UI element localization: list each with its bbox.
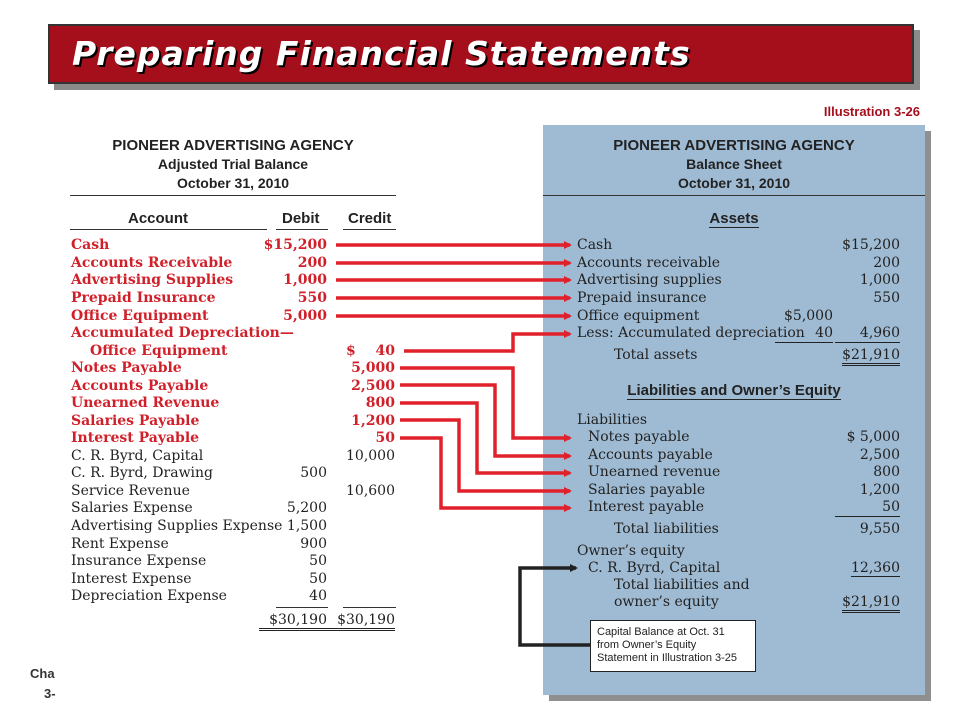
arrow-capital-from-note [520,568,590,645]
bs-asset-label: Advertising supplies [577,272,722,288]
bs-asset-amount: 1,000 [859,272,900,288]
tb-credit: 800 [365,395,395,411]
bs-capital-value: 12,360 [851,560,900,576]
tb-debit: 900 [300,536,327,552]
bs-total-assets-value: $21,910 [842,347,900,366]
tb-credit: 2,500 [351,378,395,394]
tb-account: Cash [71,237,110,253]
bs-liability-label: Salaries payable [588,482,706,498]
bs-total-assets-label: Total assets [614,347,698,363]
bs-asset-mid: $5,000 [784,308,833,324]
bs-assets-heading-text: Assets [709,210,759,227]
tb-account: Insurance Expense [71,553,207,569]
tb-debit: 1,500 [286,518,327,534]
tb-account: Depreciation Expense [71,588,227,604]
chapter-line-1: Cha [30,666,55,681]
bs-asset-label: Cash [577,237,613,253]
tb-account: Salaries Payable [71,413,200,429]
tb-debit: 550 [297,290,327,306]
bs-asset-amount: 200 [873,255,900,271]
tb-account: Advertising Supplies [71,272,234,288]
tb-account: Prepaid Insurance [71,290,216,306]
tb-debit: $15,200 [263,237,327,253]
bs-liability-label: Unearned revenue [588,464,721,480]
tb-account: Accumulated Depreciation— [71,325,294,341]
arrow-accum-depreciation [404,334,570,351]
bs-total-liabilities-label: Total liabilities [614,521,719,537]
tb-debit: 50 [309,553,327,569]
bs-statement: Balance Sheet [686,156,782,172]
tb-credit: 50 [375,430,395,446]
tb-debit: 50 [309,571,327,587]
tb-currency: $ [346,343,356,359]
bs-liability-amount: $ 5,000 [846,429,900,445]
tb-account: Rent Expense [71,536,169,552]
tb-debit: 5,200 [286,500,327,516]
tb-credit: 10,600 [346,483,395,499]
bs-liability-amount: 2,500 [859,447,900,463]
tb-account: Service Revenue [71,483,190,499]
tb-account: Unearned Revenue [71,395,220,411]
capital-note-box: Capital Balance at Oct. 31 from Owner’s Equity Statement in Illustration 3-25 [590,620,756,672]
tb-account: C. R. Byrd, Capital [71,448,204,464]
bs-asset-label: Prepaid insurance [577,290,707,306]
slide-title: Preparing Financial Statements [72,34,691,73]
bs-asset-label: Accounts receivable [577,255,721,271]
tb-account: Salaries Expense [71,500,193,516]
tb-credit: 5,000 [351,360,395,376]
bs-capital-label: C. R. Byrd, Capital [588,560,721,576]
bs-liability-amount: 50 [835,499,900,517]
tb-account: Interest Payable [71,430,200,446]
tb-debit: 1,000 [283,272,327,288]
tb-statement: Adjusted Trial Balance [157,156,309,172]
bs-liability-label: Accounts payable [588,447,713,463]
tb-debit: 200 [297,255,327,271]
tb-account: Accounts Receivable [71,255,233,271]
bs-total-liabilities: 9,550 [859,521,900,537]
tb-credit: 40 [375,343,395,359]
tb-total-credit: $30,190 [327,612,395,631]
bs-liab-heading-text: Liabilities and Owner’s Equity [627,382,841,399]
tb-debit: 500 [300,465,327,481]
bs-asset-label: Office equipment [577,308,700,324]
bs-liabilities-label: Liabilities [577,412,648,428]
tb-credit: 10,000 [346,448,395,464]
tb-account: Accounts Payable [71,378,209,394]
bs-asset-amount: 550 [873,290,900,306]
illustration-label: Illustration 3-26 [823,104,920,119]
bs-asset-mid: 40 [775,325,833,343]
tb-company: PIONEER ADVERTISING AGENCY [112,137,354,154]
tb-account: Notes Payable [71,360,182,376]
bs-liability-label: Interest payable [588,499,704,515]
bs-date: October 31, 2010 [677,175,791,191]
bs-asset-amount: $15,200 [842,237,900,253]
tb-date: October 31, 2010 [176,175,290,191]
tb-col-account: Account [128,210,188,227]
bs-asset-label: Less: Accumulated depreciation [577,325,805,341]
bs-liability-label: Notes payable [588,429,690,445]
tb-total-debit: $30,190 [259,612,327,631]
bs-equity-label: Owner’s equity [577,543,685,559]
tb-col-debit: Debit [282,210,320,227]
bs-total-le-value: $21,910 [842,594,900,613]
tb-account: Office Equipment [90,343,228,359]
tb-col-credit: Credit [348,210,392,227]
tb-debit: 5,000 [283,308,327,324]
bs-company: PIONEER ADVERTISING AGENCY [613,137,855,154]
tb-account: Advertising Supplies Expense [71,518,283,534]
tb-debit: 40 [309,588,327,604]
tb-account: C. R. Byrd, Drawing [71,465,214,481]
chapter-line-2: 3- [44,686,56,701]
bs-asset-amount: 4,960 [835,325,900,343]
bs-total-le-label-1: Total liabilities and [614,577,750,593]
tb-account: Interest Expense [71,571,192,587]
tb-account: Office Equipment [71,308,209,324]
bs-liability-amount: 800 [873,464,900,480]
bs-liability-amount: 1,200 [859,482,900,498]
bs-total-le-label-2: owner’s equity [614,594,719,610]
tb-credit: 1,200 [351,413,395,429]
